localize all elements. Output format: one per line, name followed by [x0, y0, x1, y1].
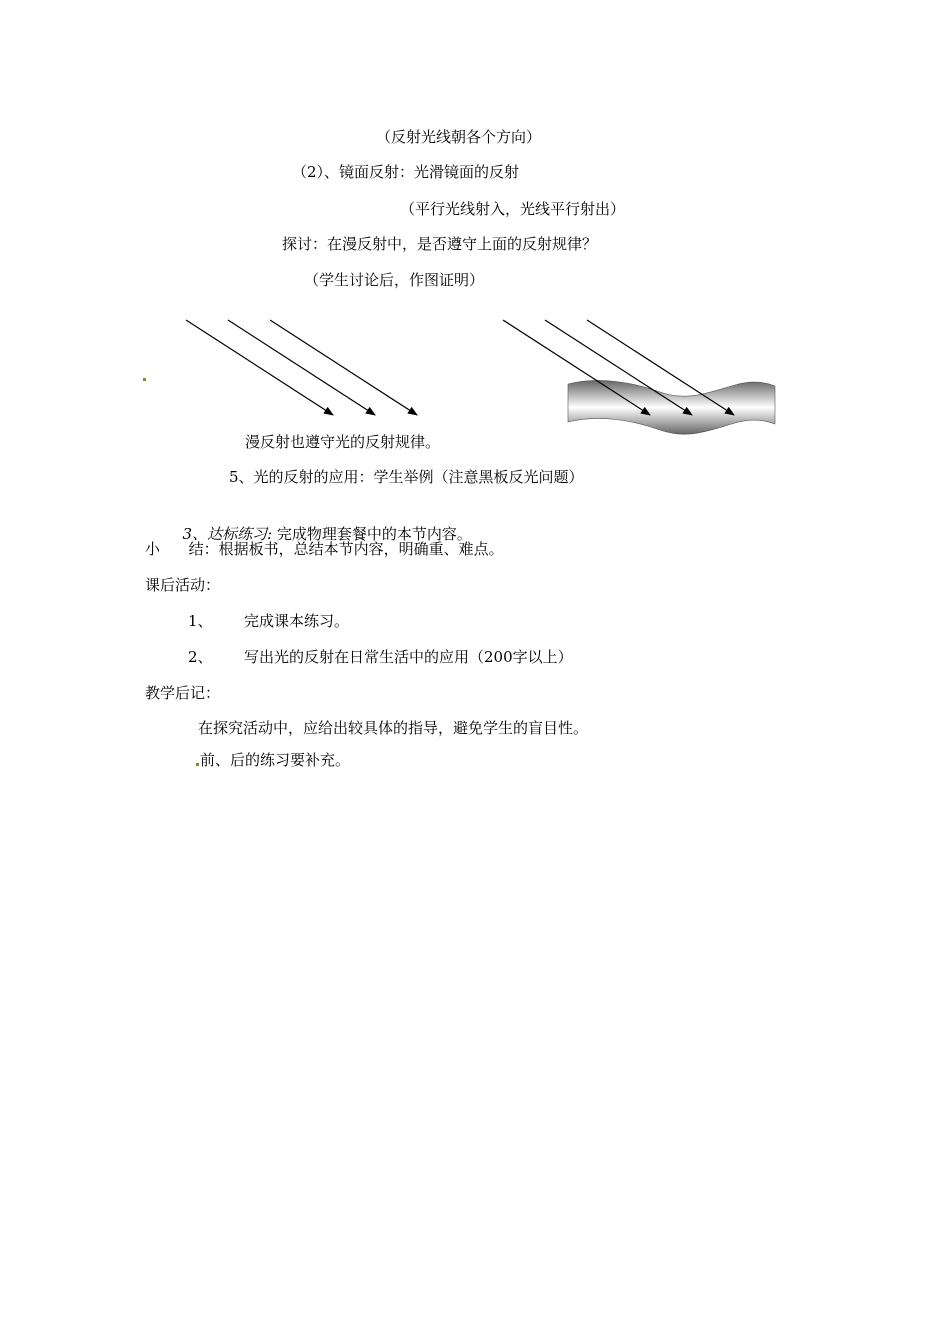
incident-ray-2: [228, 320, 375, 415]
after-class-item-1-text: 完成课本练习。: [244, 612, 350, 630]
text-student-discussion: （学生讨论后，作图证明）: [304, 271, 485, 289]
incident-ray-3: [270, 320, 417, 415]
incident-ray-1: [186, 320, 333, 415]
incident-ray-6: [587, 320, 734, 415]
text-discussion-question: 探讨：在漫反射中，是否遵守上面的反射规律？: [282, 235, 598, 253]
text-application: 5、光的反射的应用：学生举例（注意黑板反光问题）: [229, 468, 584, 486]
text-specular-reflection: （2）、镜面反射：光滑镜面的反射: [292, 163, 520, 181]
text-teaching-note-1: 在探究活动中，应给出较具体的指导，避免学生的盲目性。: [198, 719, 589, 737]
practice-label: 达标练习:: [207, 525, 273, 543]
after-class-item-2-text: 写出光的反射在日常生活中的应用（200字以上）: [244, 648, 573, 666]
text-summary: 小 结：根据板书，总结本节内容，明确重、难点。: [145, 540, 504, 558]
text-diffuse-law: 漫反射也遵守光的反射规律。: [245, 433, 441, 451]
right-incident-rays: [503, 320, 734, 415]
after-class-item-1-number: 1、: [188, 612, 213, 630]
text-diffuse-direction: （反射光线朝各个方向）: [376, 128, 542, 146]
text-after-class-heading: 课后活动：: [145, 576, 221, 594]
incident-ray-4: [503, 320, 650, 415]
after-class-item-2-number: 2、: [188, 648, 213, 666]
text-practice: [173, 504, 472, 544]
text-teaching-note-2: 前、后的练习要补充。: [200, 751, 351, 769]
margin-marker-2: [196, 763, 199, 766]
text-teaching-notes-heading: 教学后记：: [145, 684, 221, 702]
incident-ray-5: [545, 320, 692, 415]
rough-reflecting-surface: [568, 380, 775, 434]
left-incident-rays: [186, 320, 417, 415]
practice-text: 完成物理套餐中的本节内容。: [272, 525, 472, 543]
practice-number: 3、: [182, 525, 208, 543]
margin-marker: [143, 378, 146, 381]
text-parallel-rays: （平行光线射入，光线平行射出）: [400, 200, 626, 218]
